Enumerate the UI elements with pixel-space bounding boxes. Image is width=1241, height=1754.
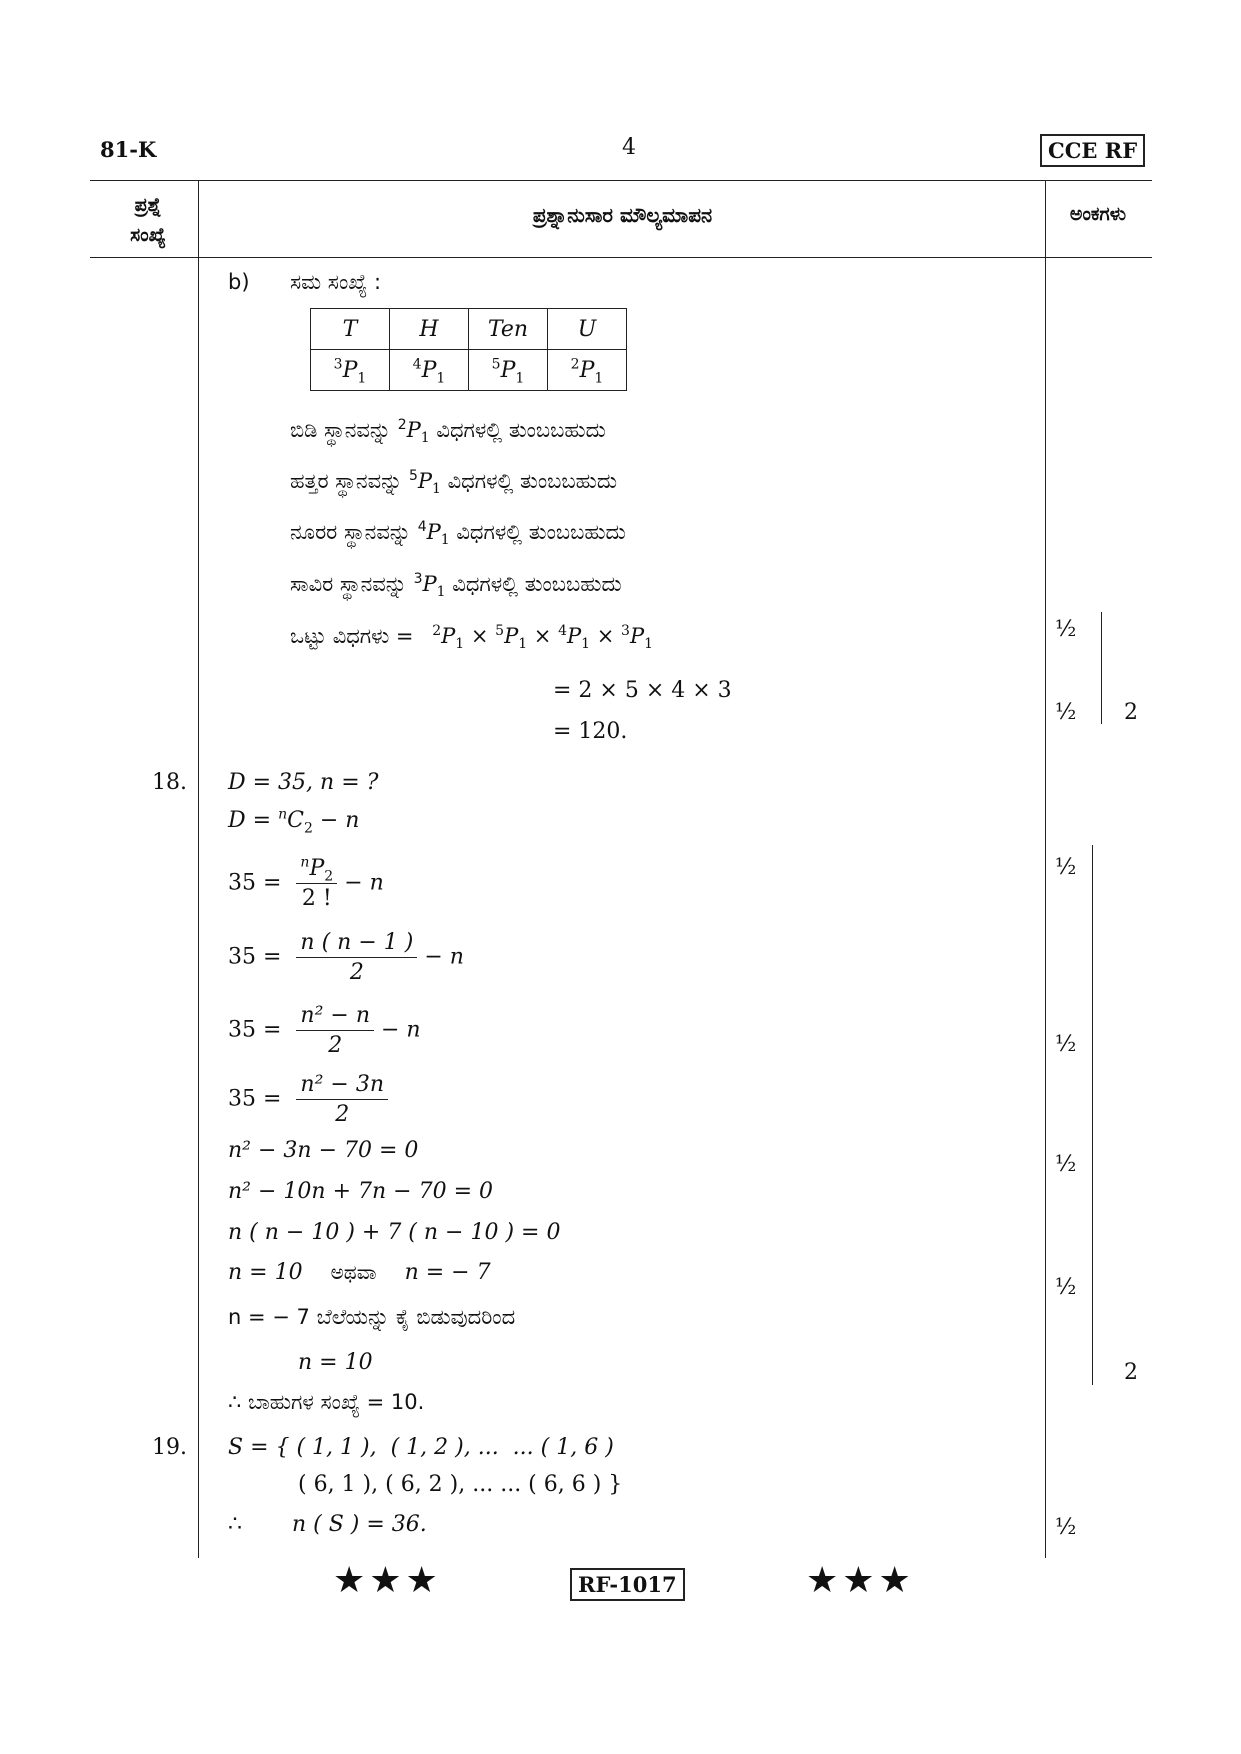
column-divider-left <box>198 180 199 1558</box>
thousands-place-line: ಸಾವಿರ ಸ್ಥಾನವನ್ನು $^3P_1$ ವಿಧಗಳಲ್ಲಿ ತುಂಬಬಹುದು <box>290 571 622 601</box>
sample-space-count: ∴ n ( S ) = 36. <box>228 1512 427 1537</box>
question-number-18: 18. <box>152 770 187 795</box>
header-top-rule <box>90 180 1152 181</box>
table-header: T <box>311 309 390 350</box>
table-cell: $^5P_1$ <box>469 350 548 391</box>
accepted-root: n = 10 <box>298 1350 373 1375</box>
table-cell: $^2P_1$ <box>548 350 627 391</box>
step-2: 35 = $\frac{n ( n - 1 )}{2}$ − n <box>228 930 464 985</box>
evaluation-header: ಪ್ರಶ್ನಾನುಸಾರ ಮೌಲ್ಯಮಾಪನ <box>532 203 713 227</box>
column-divider-right <box>1045 180 1046 1558</box>
factored-form: n ( n − 10 ) + 7 ( n − 10 ) = 0 <box>228 1220 561 1245</box>
footer-stars-right: ★★★ <box>806 1560 915 1601</box>
place-value-table <box>310 308 627 391</box>
reject-negative-root: n = − 7 ಬೆಲೆಯನ್ನು ಕೈ ಬಿಡುವುದರಿಂದ <box>228 1305 516 1329</box>
table-cell: $^4P_1$ <box>390 350 469 391</box>
part-b-label: b) <box>228 270 250 294</box>
given-line: D = 35, n = ? <box>228 770 379 795</box>
mark-half: ½ <box>1055 1515 1077 1540</box>
mark-half: ½ <box>1055 700 1077 725</box>
step-3: 35 = $\frac{\text{n² − n}}{2}$ − n <box>228 1003 421 1058</box>
footer-stars-left: ★★★ <box>333 1560 442 1601</box>
roots-line: n = 10 ಅಥವಾ n = − 7 <box>228 1260 491 1285</box>
question-number-header: ಪ್ರಶ್ನೆ ಸಂಖ್ಯೆ <box>130 194 166 246</box>
marks-bracket <box>1092 845 1093 1385</box>
header-bottom-rule <box>90 257 1152 258</box>
tens-place-line: ಹತ್ತರ ಸ್ಥಾನವನ್ನು $^5P_1$ ವಿಧಗಳಲ್ಲಿ ತುಂಬಬಹುದು <box>290 468 618 498</box>
sides-conclusion: ∴ ಬಾಹುಗಳ ಸಂಖ್ಯೆ = 10. <box>228 1390 425 1414</box>
page-number: 4 <box>622 135 636 160</box>
mark-half: ½ <box>1055 1275 1077 1300</box>
total-ways-line: ಒಟ್ಟು ವಿಧಗಳು = $^2P_1 \times ^5P_1 \times ^4P_1 \times ^3P_1$ <box>290 623 653 653</box>
q18-total-marks: 2 <box>1124 1360 1138 1385</box>
diagonal-formula: $D = ^nC_2 - n$ <box>228 806 360 837</box>
table-header: U <box>548 309 627 350</box>
step-1: 35 = $\frac{^nP_2}{2 !}$ − n <box>228 854 384 911</box>
table-cell: $^3P_1$ <box>311 350 390 391</box>
question-number-19: 19. <box>152 1435 187 1460</box>
split-middle-term: n² − 10n + 7n − 70 = 0 <box>228 1179 493 1204</box>
marks-bracket <box>1101 612 1102 724</box>
mark-half: ½ <box>1055 1152 1077 1177</box>
mark-half: ½ <box>1055 855 1077 880</box>
quadratic-equation: n² − 3n − 70 = 0 <box>228 1138 419 1163</box>
marks-header: ಅಂಕಗಳು <box>1069 203 1127 225</box>
table-header: Ten <box>469 309 548 350</box>
part-b-title: ಸಮ ಸಂಖ್ಯೆ : <box>290 270 382 294</box>
sample-space-line-2: ( 6, 1 ), ( 6, 2 ), ... ... ( 6, 6 ) } <box>298 1472 623 1497</box>
mark-half: ½ <box>1055 1032 1077 1057</box>
hundreds-place-line: ನೂರರ ಸ್ಥಾನವನ್ನು $^4P_1$ ವಿಧಗಳಲ್ಲಿ ತುಂಬಬಹುದು <box>290 519 626 549</box>
total-ways-step: = 2 × 5 × 4 × 3 <box>553 678 732 703</box>
total-ways-result: = 120. <box>553 719 628 744</box>
units-place-line: ಬಿಡಿ ಸ್ಥಾನವನ್ನು $^2P_1$ ವಿಧಗಳಲ್ಲಿ ತುಂಬಬಹುದು <box>290 417 606 447</box>
footer-code: RF-1017 <box>570 1568 685 1601</box>
sample-space-line-1: S = { ( 1, 1 ), ( 1, 2 ), ... ... ( 1, 6 ) <box>228 1435 614 1460</box>
mark-half: ½ <box>1055 617 1077 642</box>
step-4: 35 = $\frac{\text{n² − 3n}}{2}$ <box>228 1072 388 1127</box>
part-b-total-marks: 2 <box>1124 700 1138 725</box>
paper-code: 81-K <box>100 137 157 162</box>
cce-rf-badge: CCE RF <box>1040 134 1145 167</box>
table-header: H <box>390 309 469 350</box>
